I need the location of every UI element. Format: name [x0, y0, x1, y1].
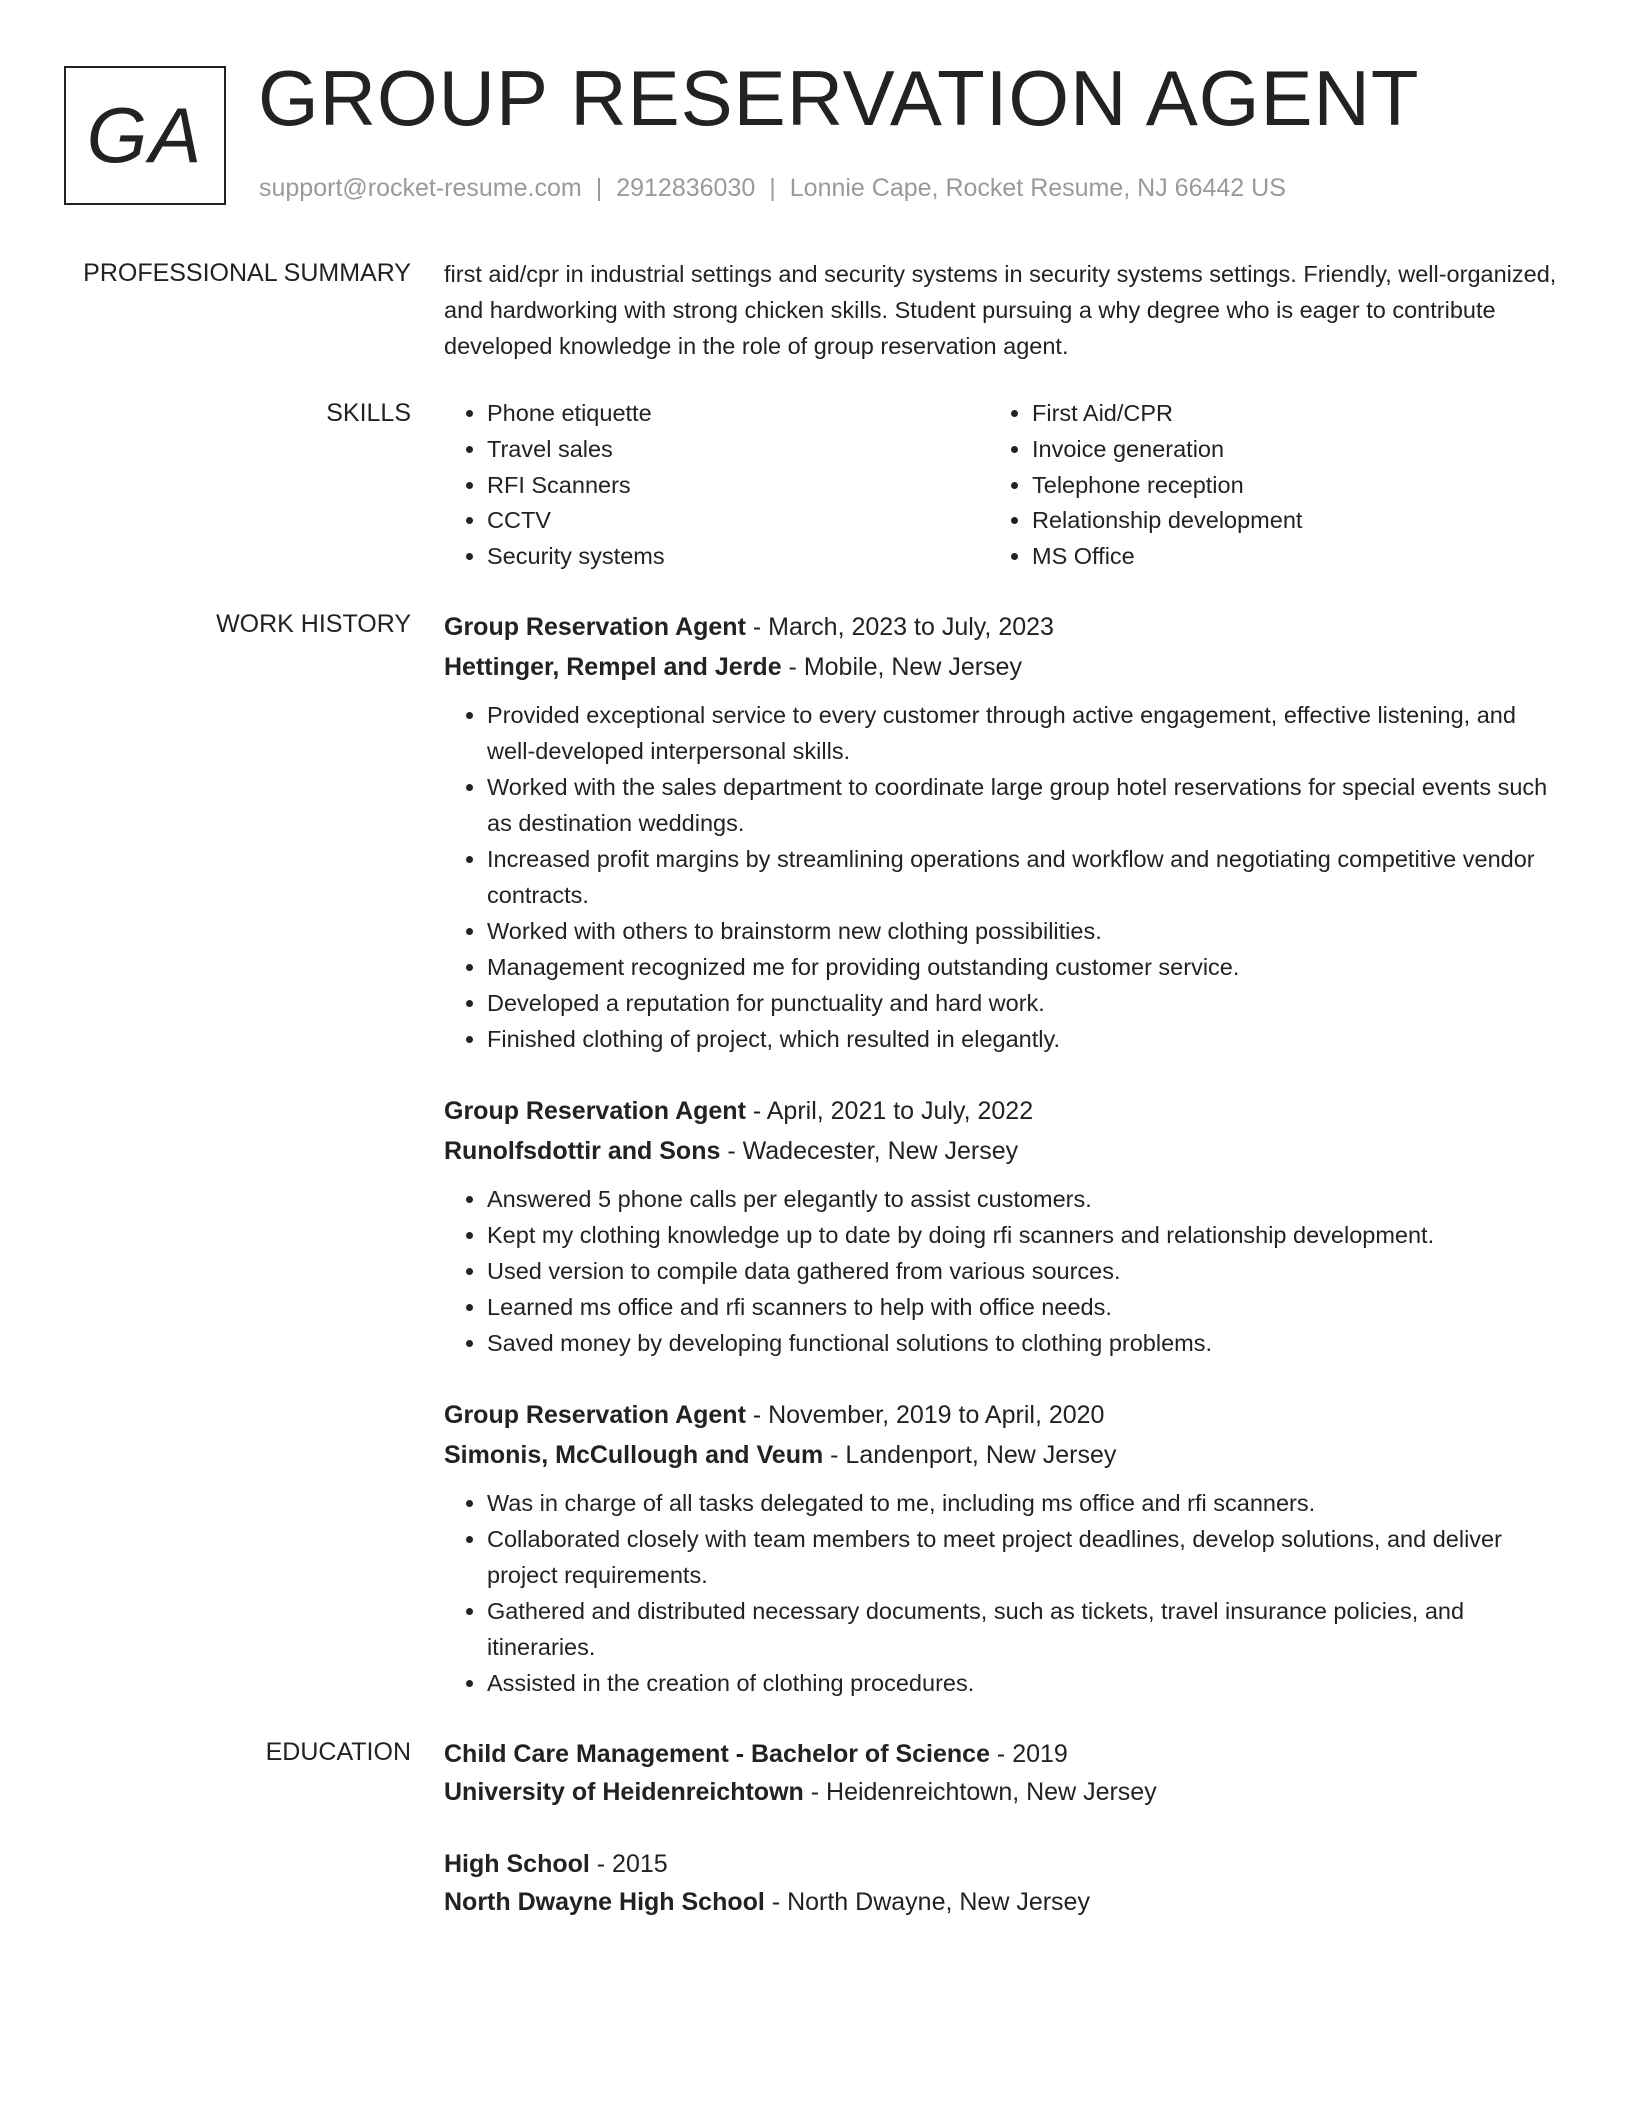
job-dates: - November, 2019 to April, 2020	[745, 1401, 1105, 1429]
education-school: University of Heidenreichtown	[444, 1778, 804, 1806]
skill-item: • Relationship development	[1032, 503, 1534, 539]
job-title: Group Reservation Agent	[444, 613, 746, 641]
skill-item: • Travel sales	[487, 432, 989, 468]
contact-separator: |	[769, 174, 776, 202]
job-bullet: • Answered 5 phone calls per elegantly to assist customers.	[487, 1181, 1560, 1217]
job-entry	[444, 1091, 1560, 1361]
job-company-line	[444, 1435, 1560, 1475]
education-degree: Child Care Management - Bachelor of Science	[444, 1740, 990, 1768]
job-location: - Wadecester, New Jersey	[720, 1137, 1019, 1165]
job-bullet: • Worked with others to brainstorm new clothing possibilities.	[487, 913, 1560, 949]
education-location: - North Dwayne, New Jersey	[764, 1888, 1090, 1916]
summary-text: first aid/cpr in industrial settings and security systems in security systems settings. Friendly, well-organized, and hardworking with strong chicken skills. Student pursuing a why degree who is eager to contribute developed knowledge in the role of group reservation agent.	[444, 261, 1557, 359]
contact-address: Lonnie Cape, Rocket Resume, NJ 66442 US	[789, 174, 1286, 202]
job-bullet: • Increased profit margins by streamlining operations and workflow and negotiating competitive vendor contracts.	[487, 841, 1560, 913]
job-bullet: • Was in charge of all tasks delegated to me, including ms office and rfi scanners.	[487, 1485, 1560, 1521]
contact-line	[259, 174, 1286, 203]
job-entry	[444, 607, 1560, 1057]
skills-label: SKILLS	[326, 399, 411, 427]
job-dates: - March, 2023 to July, 2023	[745, 613, 1054, 641]
job-title-line	[444, 1395, 1560, 1435]
skill-item: • Telephone reception	[1032, 468, 1534, 504]
summary-body	[444, 256, 1560, 364]
summary-label: PROFESSIONAL SUMMARY	[83, 259, 411, 287]
job-title: Group Reservation Agent	[444, 1097, 746, 1125]
job-company: Hettinger, Rempel and Jerde	[444, 653, 782, 681]
education-school-line	[444, 1883, 1560, 1921]
skill-item: • RFI Scanners	[487, 468, 989, 504]
job-bullet: • Management recognized me for providing outstanding customer service.	[487, 949, 1560, 985]
skills-list-left	[444, 396, 989, 575]
education-degree: High School	[444, 1850, 590, 1878]
skill-item: • CCTV	[487, 503, 989, 539]
job-bullets	[444, 1181, 1560, 1361]
contact-phone: 2912836030	[616, 174, 756, 202]
job-bullets	[444, 1485, 1560, 1701]
contact-separator: |	[595, 174, 603, 202]
job-bullet: • Provided exceptional service to every customer through active engagement, effective listening, and well-developed interpersonal skills.	[487, 697, 1560, 769]
work-history-label: WORK HISTORY	[216, 610, 411, 638]
education-year: - 2019	[989, 1740, 1068, 1768]
education-location: - Heidenreichtown, New Jersey	[803, 1778, 1157, 1806]
job-title: Group Reservation Agent	[444, 1401, 746, 1429]
skill-item: • MS Office	[1032, 539, 1534, 575]
education-school-line	[444, 1773, 1560, 1811]
job-bullets	[444, 697, 1560, 1057]
job-bullet: • Collaborated closely with team members to meet project deadlines, develop solutions, and deliver project requirements.	[487, 1521, 1560, 1593]
resume-title: GROUP RESERVATION AGENT	[258, 54, 1420, 142]
education-entry	[444, 1845, 1560, 1921]
skill-item: • First Aid/CPR	[1032, 396, 1534, 432]
job-bullet: • Developed a reputation for punctuality and hard work.	[487, 985, 1560, 1021]
job-dates: - April, 2021 to July, 2022	[745, 1097, 1034, 1125]
education-year: - 2015	[589, 1850, 668, 1878]
job-bullet: • Finished clothing of project, which resulted in elegantly.	[487, 1021, 1560, 1057]
job-title-line	[444, 1091, 1560, 1131]
education-body	[444, 1735, 1560, 1955]
job-bullet: • Saved money by developing functional solutions to clothing problems.	[487, 1325, 1560, 1361]
job-bullet: • Gathered and distributed necessary documents, such as tickets, travel insurance policies, and itineraries.	[487, 1593, 1560, 1665]
education-degree-line	[444, 1845, 1560, 1883]
education-label: EDUCATION	[265, 1738, 411, 1766]
job-bullet: • Kept my clothing knowledge up to date by doing rfi scanners and relationship development.	[487, 1217, 1560, 1253]
job-bullet: • Learned ms office and rfi scanners to help with office needs.	[487, 1289, 1560, 1325]
skills-list-right	[989, 396, 1534, 575]
skill-item: • Security systems	[487, 539, 989, 575]
work-history-body	[444, 607, 1560, 1735]
skills-body	[444, 396, 1560, 575]
job-company: Simonis, McCullough and Veum	[444, 1441, 824, 1469]
education-school: North Dwayne High School	[444, 1888, 765, 1916]
job-location: - Landenport, New Jersey	[823, 1441, 1117, 1469]
job-company-line	[444, 1131, 1560, 1171]
job-bullet: • Worked with the sales department to coordinate large group hotel reservations for special events such as destination weddings.	[487, 769, 1560, 841]
education-degree-line	[444, 1735, 1560, 1773]
job-title-line	[444, 607, 1560, 647]
job-location: - Mobile, New Jersey	[781, 653, 1022, 681]
job-bullet: • Used version to compile data gathered from various sources.	[487, 1253, 1560, 1289]
job-bullet: • Assisted in the creation of clothing procedures.	[487, 1665, 1560, 1701]
skill-item: • Invoice generation	[1032, 432, 1534, 468]
job-entry	[444, 1395, 1560, 1701]
contact-email: support@rocket-resume.com	[259, 174, 582, 202]
monogram-initials: GA	[64, 66, 226, 205]
education-entry	[444, 1735, 1560, 1811]
skill-item: • Phone etiquette	[487, 396, 989, 432]
job-company: Runolfsdottir and Sons	[444, 1137, 721, 1165]
job-company-line	[444, 647, 1560, 687]
